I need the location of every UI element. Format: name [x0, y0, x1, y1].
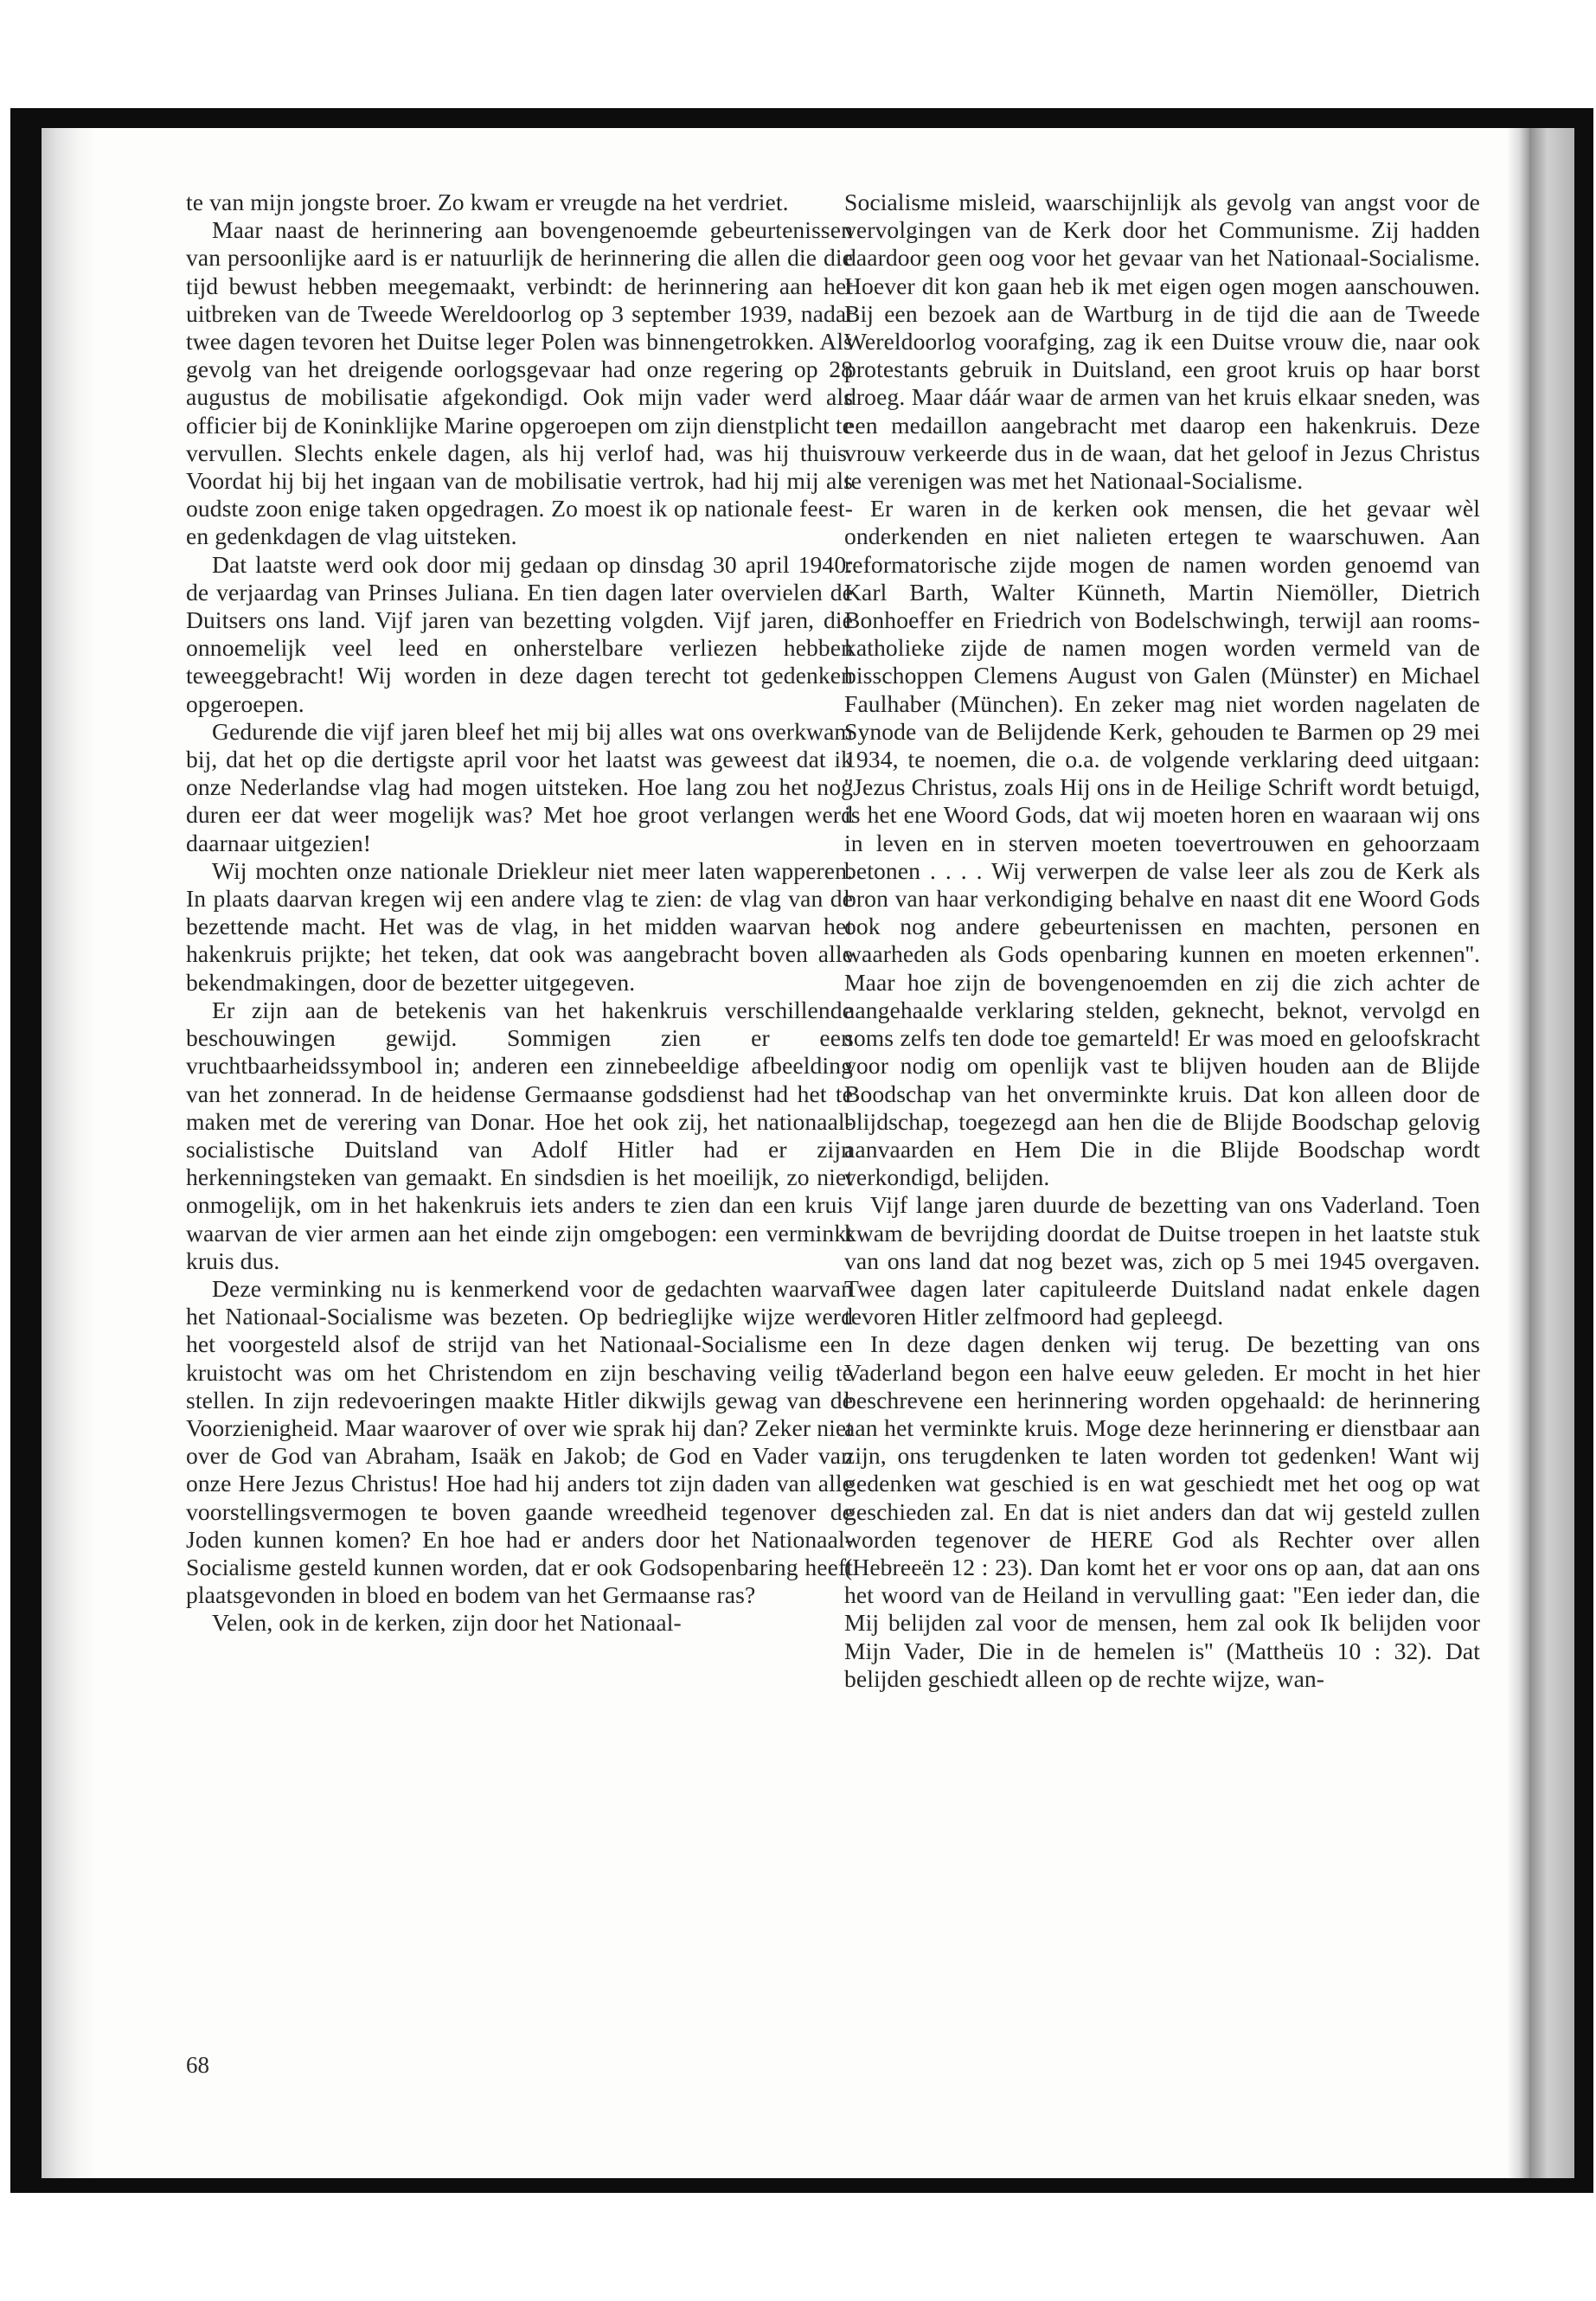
page-number: 68 [186, 2052, 209, 2078]
paragraph: Deze verminking nu is kenmerkend voor de gedachten waarvan het Nationaal-Socialisme was bezeten. Op bedrieglijke wijze werd het voorgesteld alsof de strijd van het Nationaal-Socialisme een kruistocht was om het Christendom en zijn beschaving veilig te stellen. In zijn redevoeringen maakte Hitler dikwijls gewag van de Voorzienigheid. Maar waarover of over wie sprak hij dan? Zeker niet over de God van Abraham, Isaäk en Jakob; de God en Vader van onze Here Jezus Christus! Hoe had hij anders tot zijn daden van alle voorstellingsvermogen te boven gaande wreedheid tegenover de Joden kunnen komen? En hoe had er anders door het Nationaal-Socialisme gesteld kunnen worden, dat er ook Godsopenbaring heeft plaatsgevonden in bloed en bodem van het Germaanse ras? [186, 1274, 853, 1609]
paragraph: In deze dagen denken wij terug. De bezetting van ons Vaderland begon een halve eeuw geleden. Er mocht in het hier beschrevene een herinnering worden opgehaald: de herinnering aan het verminkte kruis. Moge deze herinnering er dienstbaar aan zijn, ons terugdenken te laten worden tot gedenken! Want wij gedenken wat geschied is en wat geschiedt met het oog op wat geschieden zal. En dat is niet anders dan dat wij gesteld zullen worden tegenover de HERE God als Rechter over allen (Hebreeën 12 : 23). Dan komt het er voor ons op aan, dat aan ons het woord van de Heiland in vervulling gaat: ''Een ieder dan, die Mij belijden zal voor de mensen, hem zal ook Ik belijden voor Mijn Vader, Die in de hemelen is'' (Mattheüs 10 : 32). Dat belijden geschiedt alleen op de rechte wijze, wan- [844, 1330, 1480, 1692]
scan-edge-strip [1529, 128, 1574, 2178]
page-gutter-shadow [42, 128, 95, 2178]
document-page [42, 128, 1529, 2178]
paragraph: Maar naast de herinnering aan bovengenoemde gebeurtenissen van persoonlijke aard is er natuurlijk de herinnering die allen die die tijd bewust hebben meegemaakt, verbindt: de herinnering aan het uitbreken van de Tweede Wereldoorlog op 3 september 1939, nadat twee dagen tevoren het Duitse leger Polen was binnengetrokken. Als gevolg van het dreigende oorlogsgevaar had onze regering op 28 augustus de mobilisatie afgekondigd. Ook mijn vader werd als officier bij de Koninklijke Marine opgeroepen om zijn dienstplicht te vervullen. Slechts enkele dagen, als hij verlof had, was hij thuis. Voordat hij bij het ingaan van de mobilisatie vertrok, had hij mij als oudste zoon enige taken opgedragen. Zo moest ik op nationale feest- en gedenkdagen de vlag uitsteken. [186, 216, 853, 550]
paragraph: Er zijn aan de betekenis van het hakenkruis verschillende beschouwingen gewijd. Sommigen zien er een vruchtbaarheidssymbool in; anderen een zinnebeeldige afbeelding van het zonnerad. In de heidense Germaanse godsdienst had het te maken met de verering van Donar. Hoe het ook zij, het nationaal-socialistische Duitsland van Adolf Hitler had er zijn herkenningsteken van gemaakt. En sindsdien is het moeilijk, zo niet onmogelijk, om in het hakenkruis iets anders te zien dan een kruis waarvan de vier armen aan het einde zijn omgebogen: een verminkt kruis dus. [186, 996, 853, 1274]
text-column-left [186, 189, 853, 1638]
paragraph: Dat laatste werd ook door mij gedaan op dinsdag 30 april 1940: de verjaardag van Prinses Juliana. En tien dagen later overvielen de Duitsers ons land. Vijf jaren van bezetting volgden. Vijf jaren, die onnoemelijk veel leed en onherstelbare verliezen hebben teweeggebracht! Wij worden in deze dagen terecht tot gedenken opgeroepen. [186, 550, 853, 717]
paragraph: Socialisme misleid, waarschijnlijk als gevolg van angst voor de vervolgingen van de Kerk door het Communisme. Zij hadden daardoor geen oog voor het gevaar van het Nationaal-Socialisme. Hoever dit kon gaan heb ik met eigen ogen mogen aanschouwen. Bij een bezoek aan de Wartburg in de tijd die aan de Tweede Wereldoorlog voorafging, zag ik een Duitse vrouw die, naar ook protestants gebruik in Duitsland, een groot kruis op haar borst droeg. Maar dáár waar de armen van het kruis elkaar sneden, was een medaillon aangebracht met daarop een hakenkruis. Deze vrouw verkeerde dus in de waan, dat het geloof in Jezus Christus te verenigen was met het Nationaal-Socialisme. [844, 189, 1480, 495]
paragraph: Velen, ook in de kerken, zijn door het Nationaal- [212, 1609, 682, 1637]
paragraph: Er waren in de kerken ook mensen, die het gevaar wèl onderkenden en niet nalieten ertegen te waarschuwen. Aan reformatorische zijde mogen de namen worden genoemd van Karl Barth, Walter Künneth, Martin Niemöller, Dietrich Bonhoeffer en Friedrich von Bodelschwingh, terwijl aan rooms-katholieke zijde de namen mogen worden vermeld van de bisschoppen Clemens August von Galen (Münster) en Michael Faulhaber (München). En zeker mag niet worden nagelaten de Synode van de Belijdende Kerk, gehouden te Barmen op 29 mei 1934, te noemen, die o.a. de volgende verklaring deed uitgaan: ''Jezus Christus, zoals Hij ons in de Heilige Schrift wordt betuigd, is het ene Woord Gods, dat wij moeten horen en waaraan wij ons in leven en in sterven moeten toevertrouwen en gehoorzaam betonen . . . . Wij verwerpen de valse leer als zou de Kerk als bron van haar verkondiging behalve en naast dit ene Woord Gods ook nog andere gebeurtenissen en machten, personen en waarheden als Gods openbaring kunnen en moeten erkennen''. Maar hoe zijn de bovengenoemden en zij die zich achter de aangehaalde verklaring stelden, geknecht, beknot, vervolgd en soms zelfs ten dode toe gemarteld! Er was moed en geloofskracht voor nodig om openlijk vast te blijven houden aan de Blijde Boodschap van het onverminkte kruis. Dat kon alleen door de blijdschap, toegezegd aan hen die de Blijde Boodschap gelovig aanvaarden en Hem Die in die Blijde Boodschap wordt verkondigd, belijden. [844, 495, 1480, 1191]
page-edge-shadow [1507, 128, 1529, 2178]
paragraph: te van mijn jongste broer. Zo kwam er vreugde na het verdriet. [186, 189, 789, 215]
paragraph: Vijf lange jaren duurde de bezetting van ons Vaderland. Toen kwam de bevrijding doordat de Duitse troepen in het laatste stuk van ons land dat nog bezet was, zich op 5 mei 1945 overgaven. Twee dagen later capituleerde Duitsland nadat enkele dagen tevoren Hitler zelfmoord had gepleegd. [844, 1191, 1480, 1330]
paragraph: Gedurende die vijf jaren bleef het mij bij alles wat ons overkwam bij, dat het op die dertigste april voor het laatst was geweest dat ik onze Nederlandse vlag had mogen uitsteken. Hoe lang zou het nog duren eer dat weer mogelijk was? Met hoe groot verlangen werd daarnaar uitgezien! [186, 717, 853, 856]
text-column-right [844, 189, 1480, 1693]
paragraph: Wij mochten onze nationale Driekleur niet meer laten wapperen. In plaats daarvan kregen wij een andere vlag te zien: de vlag van de bezettende macht. Het was de vlag, in het midden waarvan het hakenkruis prijkte; het teken, dat ook was aangebracht boven alle bekendmakingen, door de bezetter uitgegeven. [186, 856, 853, 996]
